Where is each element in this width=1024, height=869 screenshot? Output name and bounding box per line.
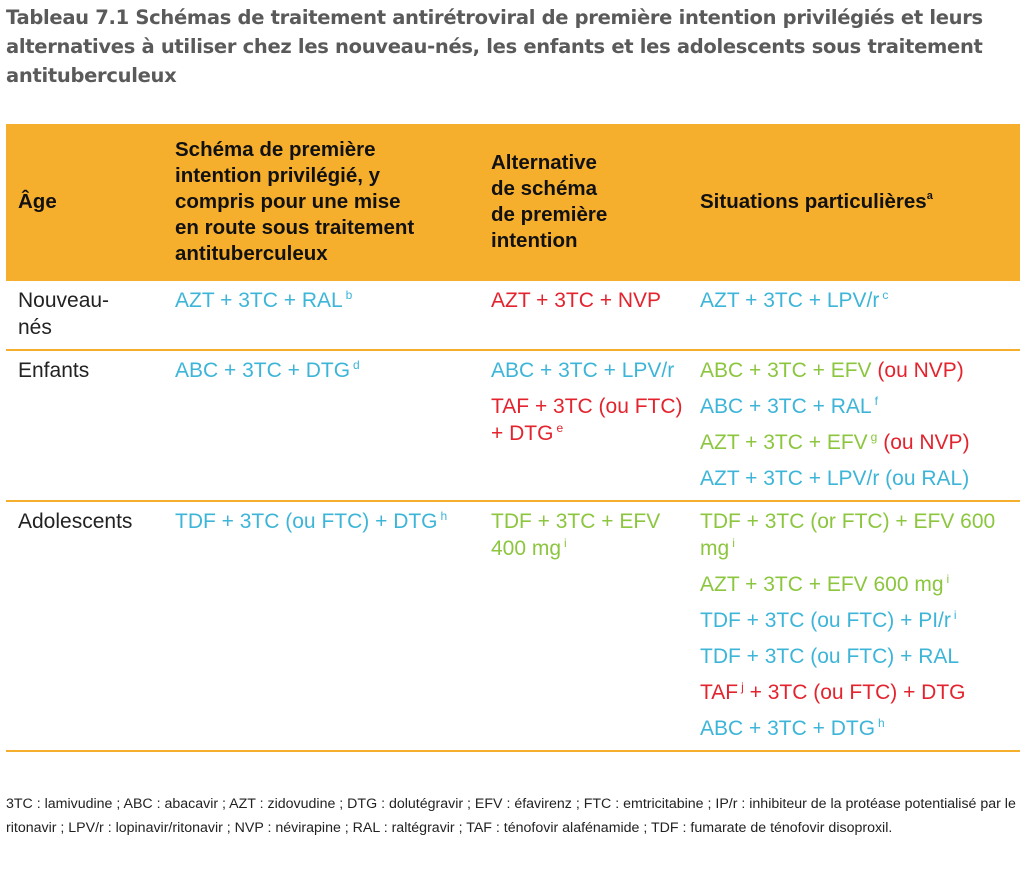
regimen-text: TDF + 3TC (or FTC) + EFV 600 mg [700, 510, 996, 560]
preferred-cell [163, 501, 479, 751]
regimen-text: ABC + 3TC + EFV [700, 359, 872, 382]
footnote-marker: g [870, 430, 878, 444]
footnote-marker: i [953, 608, 957, 622]
table-row [6, 501, 1020, 751]
regimen-text: ABC + 3TC + DTG [175, 359, 351, 382]
regimen-entry [491, 287, 684, 314]
header-special: Situations particulières$^a$ [688, 124, 1020, 281]
special-cell [688, 281, 1020, 350]
regimen-entry [175, 357, 475, 384]
footnote-marker: i [564, 536, 567, 550]
regimen-text: ABC + 3TC + RAL [700, 395, 872, 418]
header-age: Âge [6, 124, 163, 281]
alternative-cell [479, 281, 688, 350]
age-cell: Nouveau- nés [6, 281, 163, 350]
special-cell [688, 350, 1020, 501]
regimen-entry [700, 607, 1016, 634]
preferred-cell [163, 281, 479, 350]
regimen-text: TDF + 3TC + EFV 400 mg [491, 510, 661, 560]
footnote-marker: e [556, 421, 564, 435]
regimen-entry [700, 465, 1016, 492]
regimen-entry [700, 679, 1016, 706]
age-cell: Enfants [6, 350, 163, 501]
regimen-entry [175, 508, 475, 535]
table-row [6, 350, 1020, 501]
alternative-cell [479, 501, 688, 751]
footnote-marker: f [874, 394, 878, 408]
regimen-text: AZT + 3TC + LPV/r (ou RAL) [700, 467, 970, 490]
regimen-entry [700, 643, 1016, 670]
regimen-text: TDF + 3TC (ou FTC) + PI/r [700, 609, 951, 632]
preferred-cell [163, 350, 479, 501]
special-cell [688, 501, 1020, 751]
regimen-entry [700, 287, 1016, 314]
footnote-marker: d [353, 358, 360, 372]
regimen-extra: (ou NVP) [883, 431, 970, 454]
regimen-entry [700, 571, 1016, 598]
table-row [6, 281, 1020, 350]
regimen-entry [700, 715, 1016, 742]
regimen-extra: + 3TC (ou FTC) + DTG [749, 681, 966, 704]
regimen-text: AZT + 3TC + EFV [700, 431, 868, 454]
alternative-cell [479, 350, 688, 501]
age-cell: Adolescents [6, 501, 163, 751]
regimen-entry [700, 508, 1016, 562]
regimen-text: TDF + 3TC (ou FTC) + RAL [700, 645, 960, 668]
footnote-marker: i [732, 536, 735, 550]
regimen-entry [491, 357, 684, 384]
regimen-entry [700, 357, 1016, 384]
footnote-marker: h [440, 509, 448, 523]
header-special-sup: a [926, 190, 933, 202]
regimen-text: AZT + 3TC + RAL [175, 289, 343, 312]
regimen-entry [700, 393, 1016, 420]
header-alternative: Alternative de schéma de première intention [479, 124, 688, 281]
regimen-text: TAF + 3TC (ou FTC) + DTG [491, 395, 683, 445]
footnote-marker: j [741, 680, 744, 694]
header-preferred: Schéma de première intention privilégié, y compris pour une mise en route sous traitement antituberculeux [163, 124, 479, 281]
regimen-extra: (ou NVP) [877, 359, 964, 382]
regimen-text: ABC + 3TC + LPV/r [491, 359, 675, 382]
header-row [6, 124, 1020, 281]
regimen-text: AZT + 3TC + LPV/r [700, 289, 880, 312]
regimen-text: TAF [700, 681, 739, 704]
regimen-entry [491, 393, 684, 447]
abbreviations-footnote: 3TC : lamivudine ; ABC : abacavir ; AZT : zidovudine ; DTG : dolutégravir ; EFV : éfavirenz ; FTC : emtricitabine ; IP/r : inhibiteur de la protéase potentialisé par le ritonavir ; LPV/r : lopinavir/ritonavir ; NVP : névirapine ; RAL : raltégravir ; TAF : ténofovir alafénamide ; TDF : fumarate de ténofovir disoproxil. [6, 796, 1016, 836]
regimen-text: AZT + 3TC + NVP [491, 289, 661, 312]
regimen-entry [700, 429, 1016, 456]
footnote-marker: c [882, 288, 889, 302]
footnote-marker: i [946, 572, 950, 586]
table-title: Tableau 7.1 Schémas de traitement antirétroviral de première intention privilégiés et leurs alternatives à utiliser chez les nouveau-nés, les enfants et les adolescents sous traitement antituberculeux [6, 6, 983, 87]
regimen-text: ABC + 3TC + DTG [700, 717, 876, 740]
regimen-entry [491, 508, 684, 562]
regimen-table [6, 124, 1020, 752]
regimen-text: TDF + 3TC (ou FTC) + DTG [175, 510, 438, 533]
footnote-marker: h [878, 716, 885, 730]
regimen-text: AZT + 3TC + EFV 600 mg [700, 573, 944, 596]
footnote-marker: b [345, 288, 353, 302]
regimen-entry [175, 287, 475, 314]
